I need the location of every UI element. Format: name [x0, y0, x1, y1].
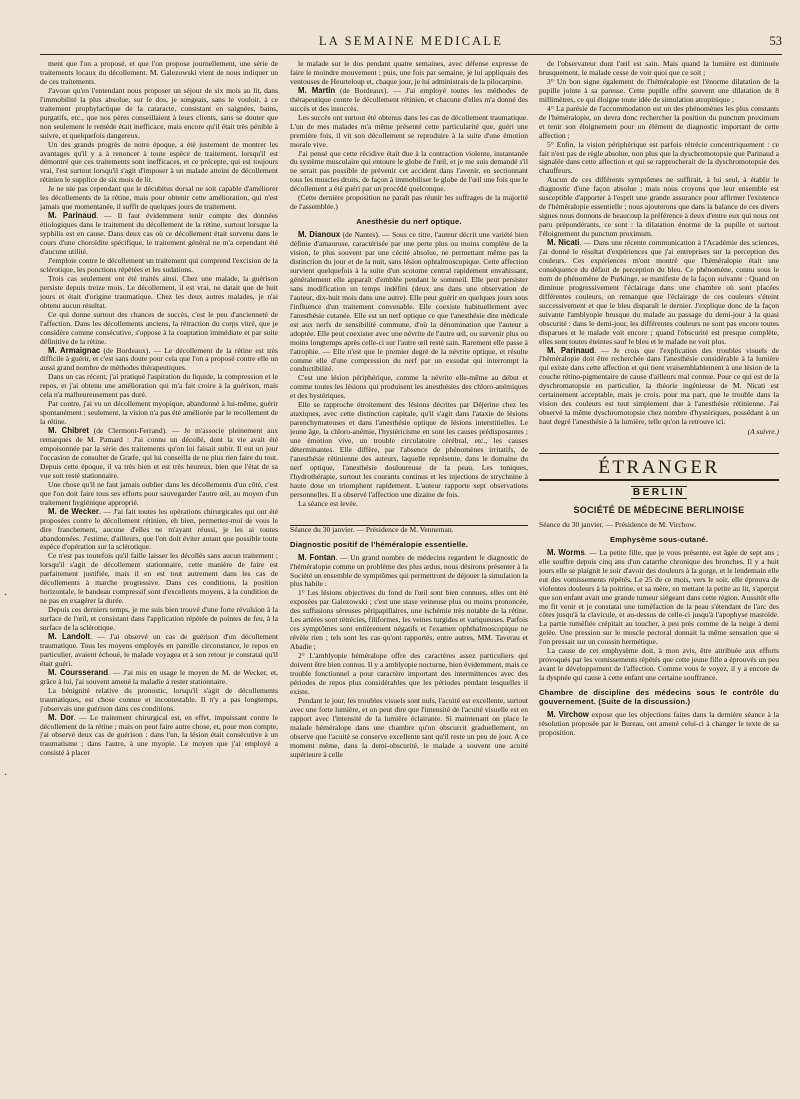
- paragraph: Trois cas seulement ont été traités ainsi. Chez une malade, la guérison persiste depuis treize mois. Le décollement, il est vrai, ne datait que de huit jours et était d'origine traumatique. Chez les deux autres malades, je n'ai obtenu aucun résultat.: [40, 273, 278, 310]
- paragraph: M. Parinaud. — Il faut évidemment tenir compte des données étiologiques dans le traitement du décollement de la rétine, surtout lorsque la syphilis est en cause. Dans deux cas où ce décollement était survenu dans le cours d'une choroïdite spécifique, le traitement général ne m'a cependant été d'aucune utilité.: [40, 211, 278, 257]
- page-number: 53: [769, 34, 782, 48]
- section-heading: Diagnostic positif de l'héméralopie essentielle.: [290, 539, 469, 549]
- paragraph: M. Dianoux (de Nantes). — Sous ce titre, l'auteur décrit une variété bien définie d'amaurose, caractérisée par une perte plus ou moins complète de la vision, le plus souvent par une cécité absolue, ne permettant même pas la distinction du jour et de la nuit, sans lésion ophtalmoscopique. Cette affection survient quelquefois à la suite d'un scotome central rapidement envahissant, généralement elle apparaît d'emblée pendant le sommeil. Elle peut persister sans modification un temps indéfini (deux ans dans une observation de l'auteur, dix-huit mois dans une autre). Elle peut guérir en quelques jours sous l'influence d'un traitement convenable. Elle coexiste habituellement avec l'anesthésie cutanée. Elle est un nerf optique ce que l'anesthésie dite médicale est aux nerfs de sensibilité commune, d'où la dénomination que l'auteur a adoptée. Elle peut coexister avec une névrite de l'autre œil, ou survenir plus ou moins longtemps après celle-ci sur l'autre œil resté sain. Rarement elle passe à l'atrophie. — Elle n'est que le premier degré de la névrite optique, et résulte comme elle d'une compression du nerf par un exsudat qui interrompt la conductibilité.: [290, 230, 528, 374]
- society-heading: SOCIÉTÉ DE MÉDECINE BERLINOISE: [573, 504, 745, 515]
- paragraph: Depuis ces derniers temps, je me suis bien trouvé d'une forte révulsion à la surface de l'œil, et consistant dans l'application répétée de pointes de feu, à la surface de la sclérotique.: [40, 605, 278, 633]
- paragraph: M. Armaignac (de Bordeaux). — Le décollement de la rétine est très difficile à guérir, et c'est sans doute pour cela que l'on a proposé contre elle un aussi grand nombre de méthodes thérapeutiques.: [40, 345, 278, 373]
- column-3: [539, 60, 779, 1090]
- paragraph: 5° Enfin, la vision périphérique est parfois rétrécie concentriquement : ce fait n'est pas de règle absolue, non plus que la dyschromotopsie que Parinaud a signalée dans cette affection et qui se rapprocherait de la dyschromotopsie des chauffeurs.: [539, 139, 779, 176]
- paragraph: 4° La parésie de l'accommodation est un des phénomènes les plus constants de l'héméralopie, on devra donc rechercher la position du punctum proximum et tenir son éloignement pour un élément de diagnostic important de cette affection ;: [539, 103, 779, 140]
- paragraph: M. Dor. — Le traitement chirurgical est, en effet, impuissant contre le décollement de la rétine ; mais on peut faire autre chose, et, pour mon compte, j'ai observé deux cas de guérison : dans l'un, la lésion était consécutive à un traumatisme ; dans l'autre, à une myopie. Le moyen que j'ai employé a consisté à placer: [40, 712, 278, 758]
- paragraph: M. Martin (de Bordeaux). — J'ai employé toutes les méthodes de thérapeutique contre le décollement rétinien, et chacune d'elles m'a donné des succès et des insuccès.: [290, 85, 528, 113]
- margin-mark: ·: [4, 770, 8, 781]
- paragraph: J'emploie contre le décollement un traitement qui comprend l'excision de la sclérotique, les ponctions répétées et les sudations.: [40, 255, 278, 274]
- paragraph: Un des grands progrès de notre époque, a été justement de montrer les avantages qu'il y a à renoncer à toute espèce de traitement, lorsqu'il est démontré que ces traitements sont inefficaces, et ce précepte, qui est toujours vrai, l'est surtout lorsqu'il s'agit d'imposer à un malade atteint de décollement rétinien le supplice de six mois de lit.: [40, 139, 278, 185]
- paragraph: (Cette dernière proposition ne paraît pas réunir les suffrages de la majorité de l'assemblée.): [290, 193, 528, 212]
- paragraph: le malade sur le dos pendant quatre semaines, avec défense expresse de faire le moindre mouvement ; puis, une fois par semaine, je lui appliquais des ventouses de Heurteloup et, chaque jour, je lui administrais de la pilocarpine.: [290, 60, 528, 86]
- city-label: BERLIN: [632, 486, 686, 498]
- column-2: [290, 60, 528, 1090]
- column-1: [40, 60, 278, 1090]
- paragraph: M. Chibret (de Clermont-Ferrand). — Je m'associe pleinement aux remarques de M. Pamard : J'ai connu un décollé, dont la vie avait été empoisonnée par la série des traitements qu'on lui faisait subir. Il eut un jour l'occasion de consulter de Græfe, qui lui conseilla de ne plus rien faire du tout. Depuis cette époque, il va très bien et est très heureux, bien que l'état de sa vue soit resté stationnaire.: [40, 426, 278, 480]
- paragraph: La séance est levée.: [298, 498, 358, 508]
- paragraph: M. Parinaud. — Je crois que l'explication des troubles visuels de l'héméralopie doit être recherchée dans l'anesthésie considérable à la lumière qui existe dans cette affection et qui tient vraisemblablement à une lésion de la couche rétino-pigmentaire de cause d'ailleurs mal connue. Pour ce qui est de la dyschromatopsie en particulier, la théorie ingénieuse de M. Nicati est certainement acceptable, mais je crois, pour ma part, que le trouble dans la vision des couleurs est tout simplement due à l'anesthésie rétinienne. J'ai observé la même dyschromotopsie chez nombre d'hystériques, possédant à un haut degré l'anesthésie à la lumière, telle qu'on la retrouve ici.: [539, 345, 779, 427]
- section-heading: Chambre de discipline des médecins sous le contrôle du gouvernement. (Suite de la discussion.): [539, 688, 779, 707]
- paragraph: C'est une lésion périphérique, comme la névrite elle-même au début et comme toutes les lésions qui produisent les anesthésies des chloro-anémiques et des hystériques.: [290, 373, 528, 401]
- paragraph: M. Landolt. — J'ai observé un cas de guérison d'un décollement traumatique. Tous les moyens employés en pareille circonstance, le repos en particulier, avaient échoué, le malade voyagea et à son retour je constatai qu'il était guéri.: [40, 632, 278, 668]
- paragraph: Elle se rapproche étroitement des lésions décrites par Déjerine chez les ataxiques, avec cette distinction capitale, qu'il s'agit dans l'ataxie de lésions parenchymateuses et dans l'anesthésie optique de lésions interstitielles. Le jeune âge, la chloro-anémie, l'hystéricisme en sont les causes prédisposantes ; une émotion vive, un trouble circulatoire cérébral, etc., les causes déterminantes. Elle diffère, par l'absence de phénomènes irritatifs, de l'anesthésie rétinienne des auteurs, laquelle représente, dans le domaine du nerf optique, l'anesthésie douloureuse de la peau. Les toniques, l'hydrothérapie, surtout les courants continus et les injections de strychnine à haute dose en triomphent rapidement. L'auteur rapporte sept observations personnelles. Il a observé l'affection une dizaine de fois.: [290, 400, 528, 499]
- paragraph: La bénignité relative du pronostic, lorsqu'il s'agit de décollements traumatiques, est chose connue et incontestable. Il n'y a pas longtemps, j'observais une guérison dans ces conditions.: [40, 685, 278, 713]
- paragraph: M. Virchow expose que les objections faites dans la dernière séance à la résolution proposée par le Bureau, ont amené celui-ci à changer le texte de sa proposition.: [539, 710, 779, 737]
- paragraph: M. de Wecker. — J'ai fait toutes les opérations chirurgicales qui ont été proposées contre le décollement rétinien, eh bien, permettez-moi de vous le dire franchement, aucune d'elles ne m'ayant réussi, je les ai toutes abandonnées. J'estime, d'ailleurs, que l'on doit éviter autant que possible toute espèce d'opération sur la sclérotique.: [40, 506, 278, 552]
- paragraph: 1° Les lésions objectives du fond de l'œil sont bien connues, elles ont été exposées par Galezowski ; c'est une stase veineuse plus ou moins prononcée, des suffusions séreuses péripapillaires, une ischémie très notable de la rétine. Les artères sont rétrécies, filiformes, les veines turgides et variqueuses. Parfois ces symptômes sont entièrement négatifs et l'examen ophthalmoscopique ne révèle rien ; tels sont les cas qu'ont rapportés, entre autres, MM. Taverau et Abadie ;: [290, 588, 528, 652]
- paragraph: Ce n'est pas toutefois qu'il faille laisser les décollés sans aucun traitement ; lorsqu'il s'agit de décollement stationnaire, cette manière de faire est parfaitement justifiée, mais il en est tout autrement dans les cas de décollements à marche progressive. Dans ces conditions, la position horizontale, le bandeau compressif sont d'excellents moyens, à la condition de ne pas en exagérer la durée.: [40, 551, 278, 606]
- paragraph: Par contre, j'ai vu un décollement myopique, abandonné à lui-même, guérir spontanément ; seulement, la vision n'a pas été améliorée par le recollement de la rétine.: [40, 399, 278, 427]
- session-line: Séance du 30 janvier. — Présidence de M. Venneman.: [290, 524, 454, 534]
- paragraph: J'ai pensé que cette récidive était due à la contraction violente, instantanée du système musculaire qui entoure le globe de l'œil, et je me suis demandé s'il ne serait pas possible de prévenir cet accident dans l'avenir, en sectionnant tous les muscles droits, de façon à immobiliser le globe de l'œil une fois que le décollement a été guéri par un procédé quelconque.: [290, 148, 528, 194]
- paragraph: Je ne nie pas cependant que le décubitus dorsal ne soit capable d'améliorer les décollements de la rétine, mais pour obtenir cette amélioration, qui n'est jamais que momentanée, il suffit de quelques jours de traitement.: [40, 184, 278, 212]
- section-heading: Anesthésie du nerf optique.: [356, 217, 462, 227]
- paragraph: Aucun de ces différents symptômes ne suffirait, à lui seul, à établir le diagnostic d'une façon absolue ; mais nous croyons que leur ensemble est susceptible d'apporter à l'esprit une grande assurance pour affirmer l'existence de l'héméralopie essentielle ; nous ajouterons que dans la balance de ces divers signes nous donnons de beaucoup la préférence à deux d'entre eux qui nous ont paru prépondérants, ce sont : la dilatation énorme de la pupille et surtout l'éloignement du punctum proximum.: [539, 175, 779, 239]
- paragraph: J'avoue qu'en l'entendant nous proposer un séjour de six mois au lit, dans l'immobilité la plus absolue, sur le dos, je songeais, sans le vouloir, à ce traitement prophylactique de la cataracte, consistant en saignées, bains, purgatifs, etc., que nos pères conseillaient à leurs clients, sans se douter que non seulement le remède était inefficace, mais encore qu'il était très pénible à suivre, et quelquefois dangereux.: [40, 85, 278, 140]
- paragraph: 3° Un bon signe également de l'héméralopie est l'énorme dilatation de la pupille jointe à sa paresse. Cette pupille offre souvent une dilatation de 8 millimètres, ce qui éloigne toute idée de simulation atropinique ;: [539, 76, 779, 104]
- paragraph: Les succès ont surtout été obtenus dans les cas de décollement traumatique. L'un de mes malades m'a même présenté cette particularité que, guéri une première fois, il vit son décollement se reproduire à la suite d'une émotion morale vive.: [290, 112, 528, 149]
- paragraph: 2° L'amblyopie héméralope offre des caractères assez particuliers qui doivent être bien connus. Il y a amblyopie nocturne, bien évidemment, mais ce trouble fonctionnel a pour caractère important des intermittences avec des périodes de repos plus considérables que les périodes pendant lesquelles il existe.: [290, 651, 528, 696]
- margin-mark: ·: [4, 590, 8, 601]
- continued-note: (A suivre.): [747, 427, 779, 437]
- paragraph: Dans un cas récent, j'ai pratiqué l'aspiration du liquide, la compression et le repos, et j'ai obtenu une amélioration qui m'a fait croire à la guérison, mais cela n'a malheureusement pas duré.: [40, 372, 278, 400]
- session-line: Séance du 30 janvier. — Présidence de M. Virchow.: [539, 519, 697, 529]
- paragraph: M. Nicati. — Dans une récente communication à l'Académie des sciences, j'ai donné le résultat d'expériences que j'ai entreprises sur la perception des couleurs. Ces expériences m'ont montré que l'héméralopie était une conséquence du défaut de perception du bleu. Ce phénomène, connu sous le nom de phénomène de Purkinge, se manifeste de la façon suivante : Quand on diminue progressivement l'éclairage dans une chambre où sont placées différentes couleurs, on remarque que l'éclairage de ces couleurs s'éteint successivement et que le bleu disparaît le dernier. J'explique donc de la façon suivante l'amblyopie brusque du malade au passage du demi-jour à la quasi obscurité : dans le demi-jour, les différentes couleurs ne sont pas encore toutes disparues et le malade voit encore ; quand l'obscurité est presque complète, elles sont toutes éteintes sauf le bleu et le malade ne voit plus.: [539, 238, 779, 346]
- paragraph: Une chose qu'il ne faut jamais oublier dans les décollements d'un côté, c'est que l'on doit faire tous ses efforts pour sauvegarder l'autre œil, au moyen d'un traitement hygiénique approprié.: [40, 479, 278, 507]
- paragraph: de l'observateur dont l'œil est sain. Mais quand la lumière est diminuée brusquement, le malade cesse de voir quoi que ce soit ;: [539, 60, 779, 77]
- journal-title: LA SEMAINE MEDICALE: [318, 34, 504, 48]
- paragraph: M. Coursserand. — J'ai mis en usage le moyen de M. de Wecker, et, grâce à lui, j'ai souvent amené la maladie à rester stationnaire.: [40, 667, 278, 686]
- city-heading: [539, 486, 779, 498]
- paragraph: Pendant le jour, les troubles visuels sont nuls, l'acuité est excellente, surtout avec une forte lumière, et on peut dire que l'intensité de l'acuité visuelle est en rapport avec l'intensité de la lumière éclairante. Si maintenant on place le malade héméralope dans une chambre qu'on obscurcit graduellement, on observe que l'acuité se conserve excellente tant qu'il reste un peu de jour. A ce moment même, dans la demi-obscurité, le malade a souvent une acuité supérieure à celle: [290, 695, 528, 759]
- section-heading: Emphysème sous-cutané.: [609, 534, 709, 544]
- paragraph: ment que l'on a proposé, et que l'on propose journellement, une série de traitements locaux du décollement. M. Galezowski vient de nous indiquer un de ces traitements.: [40, 60, 278, 86]
- section-title-etranger: ÉTRANGER: [539, 454, 779, 481]
- page-header: [40, 32, 782, 55]
- paragraph: M. Fontan. — Un grand nombre de médecins regardent le diagnostic de l'héméralopie comme un problème des plus ardus, nous désirons présenter à la Société un ensemble de symptômes qui permettront de déjouer la simulation la plus habile :: [290, 552, 528, 589]
- paragraph: Ce qui donne surtout des chances de succès, c'est le peu d'ancienneté de l'affection. Dans les décollements anciens, la rétraction du corps vitré, que je considère comme consécutive, s'oppose à la coaptation immédiate et par suite définitive de la rétine.: [40, 309, 278, 346]
- paragraph: La cause de cet emphysème doit, à mon avis, être attribuée aux efforts provoqués par les vomissements répétés que cette jeune fille a éprouvés un peu avant le développement de l'affection. Comme vous le voyez, il y a encore de la dyspnée qui cause à cette enfant une certaine souffrance.: [539, 646, 779, 683]
- paragraph: M. Worms. — La petite fille, que je vous présente, est âgée de sept ans ; elle souffre depuis cinq ans d'un catarrhe chronique des bronches. Il y a huit jours elle se plaignit le soir d'avoir des douleurs à la gorge, et le lendemain elle eut des vomissements répétés. Le 25 de ce mois, vers le soir, elle éprouva de violentes douleurs à la poitrine, et sa mère, en mettant la petite au lit, s'aperçut que son enfant avait une grande tumeur siégeant dans cette région. Aussitôt elle me fit venir et je constatai une tuméfaction de la peau s'étendant de l'arc des côtes jusqu'à la clavicule, et au-dessus de celle-ci jusqu'à l'apophyse mastoïde. La partie tuméfiée crépitait au toucher, à peu près comme de la neige à demi gelée. Une pression sur le muscle pectoral donnait la même sensation que si l'on pressait sur un coussin hermétique.: [539, 547, 779, 647]
